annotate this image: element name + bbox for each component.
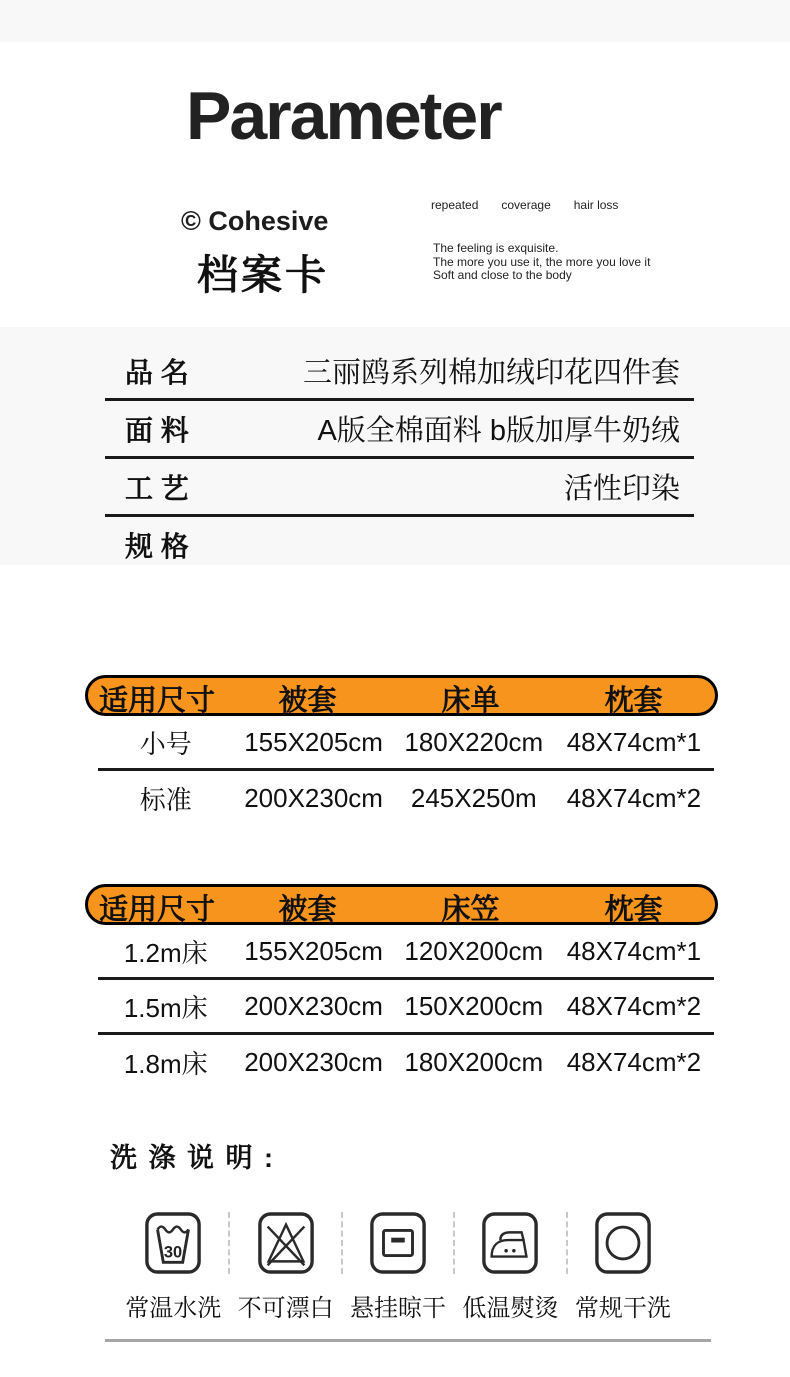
size-cell: 48X74cm*2 — [566, 1047, 702, 1077]
wash-item — [455, 1211, 565, 1323]
spec-value: A版全棉面料 b版加厚牛奶绒 — [317, 415, 680, 447]
wash-item — [230, 1211, 340, 1323]
washing-heading: 洗 涤 说 明 : — [110, 1143, 275, 1173]
keyword-label: hair loss — [573, 198, 619, 212]
size-cell: 小号 — [139, 728, 192, 759]
spec-label: 面 料 — [125, 414, 189, 446]
size-cell: 180X200cm — [404, 1047, 544, 1077]
spec-label: 品 名 — [125, 356, 189, 388]
spec-label: 规 格 — [125, 530, 189, 562]
keyword-row — [431, 198, 641, 212]
size-table — [0, 884, 790, 1090]
size-header-cell: 枕套 — [604, 894, 663, 926]
wash-label: 常温水洗 — [125, 1295, 222, 1322]
size-table-rows — [98, 925, 714, 1090]
size-cell: 1.2m床 — [123, 937, 208, 968]
size-table-rows — [98, 716, 714, 826]
spec-row — [105, 517, 694, 565]
brand-name: © Cohesive — [181, 206, 329, 236]
size-table-header-bar — [85, 884, 718, 925]
wash-30-icon — [144, 1211, 202, 1275]
page-title: Parameter — [186, 78, 501, 154]
size-header-cell: 被套 — [278, 685, 337, 717]
size-cell: 155X205cm — [244, 935, 383, 966]
spec-row — [105, 459, 694, 517]
no-bleach-icon — [257, 1211, 315, 1275]
wash-label: 常规干洗 — [574, 1295, 671, 1322]
header-section — [6, 42, 784, 327]
size-cell: 150X200cm — [404, 990, 544, 1021]
spec-value: 三丽鸥系列棉加绒印花四件套 — [302, 357, 680, 389]
size-table-header-bar — [85, 675, 718, 716]
size-row — [98, 1035, 714, 1090]
spec-label: 工 艺 — [125, 472, 189, 504]
size-cell: 200X230cm — [244, 783, 383, 813]
size-header-cell: 枕套 — [604, 685, 663, 717]
wash-item — [118, 1211, 228, 1323]
keyword-label: repeated — [431, 198, 479, 212]
size-cell: 标准 — [139, 785, 192, 815]
size-cell: 48X74cm*1 — [566, 935, 702, 966]
hang-dry-icon — [369, 1211, 427, 1275]
size-header-cell: 适用尺寸 — [98, 894, 215, 926]
sizes-and-washing-section — [0, 675, 790, 1342]
iron-low-icon — [481, 1211, 539, 1275]
size-cell: 48X74cm*2 — [566, 783, 702, 813]
size-cell: 180X220cm — [404, 726, 544, 757]
keyword-label: coverage — [501, 198, 551, 212]
spec-row — [105, 343, 694, 401]
tagline-text — [433, 242, 650, 283]
size-cell: 200X230cm — [244, 990, 383, 1021]
size-cell: 48X74cm*2 — [566, 990, 702, 1021]
size-cell: 48X74cm*1 — [566, 726, 702, 757]
size-header-cell: 床单 — [441, 685, 500, 717]
top-band — [0, 0, 790, 42]
wash-label: 悬挂晾干 — [350, 1295, 447, 1322]
size-row — [98, 980, 714, 1035]
size-tables — [0, 675, 790, 1090]
size-cell: 155X205cm — [244, 726, 383, 757]
size-cell: 120X200cm — [404, 935, 544, 966]
subtitle-chinese: 档案卡 — [197, 252, 329, 298]
tagline-line: The feeling is exquisite. — [433, 241, 559, 255]
spec-row — [105, 401, 694, 459]
size-table — [0, 675, 790, 826]
wash-label: 低温熨烫 — [462, 1295, 559, 1322]
size-cell: 200X230cm — [244, 1047, 383, 1077]
size-row — [98, 771, 714, 826]
dry-clean-icon — [594, 1211, 652, 1275]
size-header-cell: 适用尺寸 — [98, 685, 215, 717]
tagline-line: Soft and close to the body — [433, 268, 572, 282]
size-row — [98, 925, 714, 980]
size-header-cell: 床笠 — [441, 894, 500, 926]
spec-table — [105, 327, 694, 565]
bottom-divider — [105, 1339, 711, 1342]
size-cell: 1.5m床 — [123, 992, 208, 1023]
size-cell: 245X250m — [410, 783, 537, 813]
wash-item — [568, 1211, 678, 1323]
wash-item — [343, 1211, 453, 1323]
wash-label: 不可漂白 — [237, 1295, 334, 1322]
tagline-line: The more you use it, the more you love it — [433, 254, 651, 269]
size-cell: 1.8m床 — [123, 1049, 208, 1079]
washing-icons-row — [118, 1211, 678, 1323]
size-header-cell: 被套 — [278, 894, 337, 926]
svg-text:30: 30 — [164, 1243, 183, 1262]
size-row — [98, 716, 714, 771]
specs-section — [0, 327, 790, 565]
spec-value: 活性印染 — [563, 473, 680, 505]
